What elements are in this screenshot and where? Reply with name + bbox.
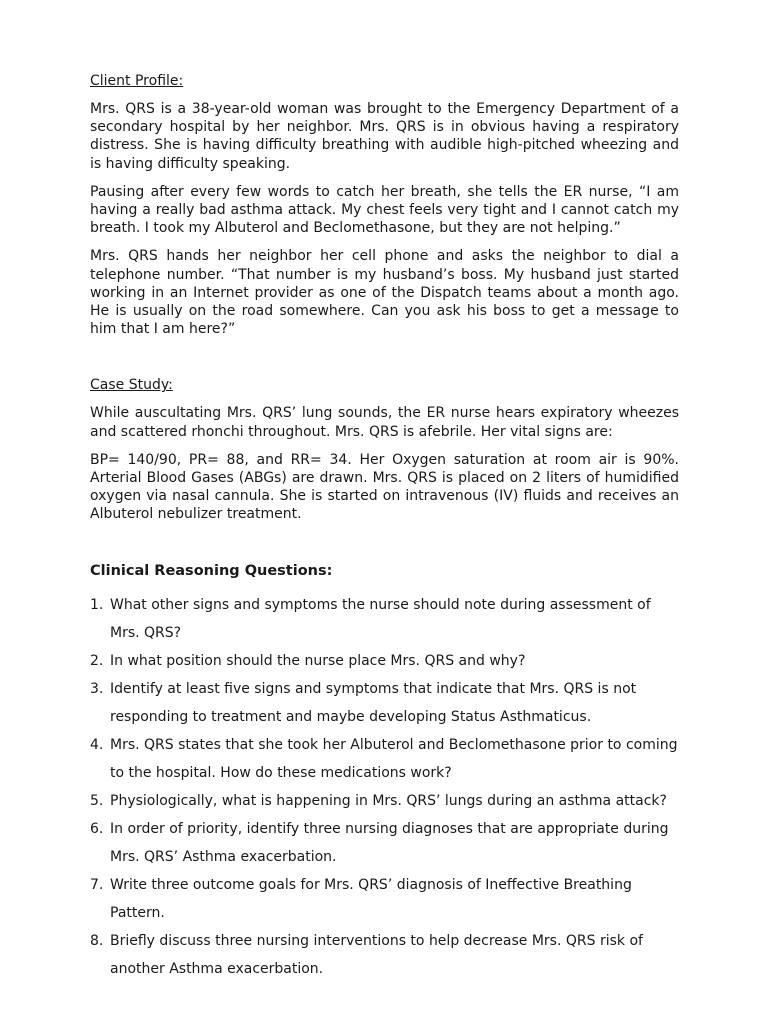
question-text: In what position should the nurse place Mrs. QRS and why? — [110, 652, 526, 669]
document-page — [90, 72, 679, 983]
question-item — [90, 675, 679, 731]
question-text: Mrs. QRS states that she took her Albuterol and Beclomethasone prior to coming to the hospital. How do these medications work? — [110, 736, 678, 781]
question-text: Write three outcome goals for Mrs. QRS’ diagnosis of Ineffective Breathing Pattern. — [110, 876, 632, 921]
question-item — [90, 871, 679, 927]
question-item — [90, 591, 679, 647]
question-text: What other signs and symptoms the nurse should note during assessment of Mrs. QRS? — [110, 596, 651, 641]
question-item — [90, 647, 679, 675]
profile-paragraph-3: Mrs. QRS hands her neighbor her cell phone and asks the neighbor to dial a telephone number. “That number is my husband’s boss. My husband just started working in an Internet provider as one of the Dispatch teams about a month ago. He is usually on the road somewhere. Can you ask his boss to get a message to him that I am here?” — [90, 248, 679, 338]
question-number: 7. — [90, 876, 104, 893]
question-number: 8. — [90, 932, 104, 949]
question-number: 1. — [90, 596, 104, 613]
question-text: Physiologically, what is happening in Mrs. QRS’ lungs during an asthma attack? — [110, 792, 667, 809]
question-item — [90, 787, 679, 815]
case-study-paragraph-1: While auscultating Mrs. QRS’ lung sounds, the ER nurse hears expiratory wheezes and scattered rhonchi throughout. Mrs. QRS is afebrile. Her vital signs are: — [90, 405, 679, 440]
question-number: 3. — [90, 680, 104, 697]
profile-paragraph-2: Pausing after every few words to catch her breath, she tells the ER nurse, “I am having a really bad asthma attack. My chest feels very tight and I cannot catch my breath. I took my Albuterol and Beclomethasone, but they are not helping.” — [90, 183, 679, 237]
question-text: Briefly discuss three nursing interventions to help decrease Mrs. QRS risk of another Asthma exacerbation. — [110, 932, 643, 977]
question-item — [90, 927, 679, 983]
case-study-paragraph-2: BP= 140/90, PR= 88, and RR= 34. Her Oxygen saturation at room air is 90%. Arterial Blood Gases (ABGs) are drawn. Mrs. QRS is placed on 2 liters of humidified oxygen via nasal cannula. She is started on intravenous (IV) fluids and receives an Albuterol nebulizer treatment. — [90, 451, 679, 523]
question-number: 5. — [90, 792, 104, 809]
question-item — [90, 731, 679, 787]
question-number: 4. — [90, 736, 104, 753]
question-number: 2. — [90, 652, 104, 669]
question-number: 6. — [90, 820, 104, 837]
profile-paragraph-1: Mrs. QRS is a 38-year-old woman was brought to the Emergency Department of a secondary hospital by her neighbor. Mrs. QRS is in obvious having a respiratory distress. She is having difficulty breathing with audible high-pitched wheezing and is having difficulty speaking. — [90, 101, 679, 172]
question-text: In order of priority, identify three nursing diagnoses that are appropriate during Mrs. QRS’ Asthma exacerbation. — [110, 820, 669, 865]
client-profile-heading: Client Profile: — [90, 73, 184, 89]
question-list — [90, 591, 679, 983]
question-item — [90, 815, 679, 871]
clinical-questions-heading: Clinical Reasoning Questions: — [90, 562, 333, 579]
case-study-heading: Case Study: — [90, 377, 173, 394]
question-text: Identify at least five signs and symptoms that indicate that Mrs. QRS is not responding to treatment and maybe developing Status Asthmaticus. — [110, 680, 637, 725]
